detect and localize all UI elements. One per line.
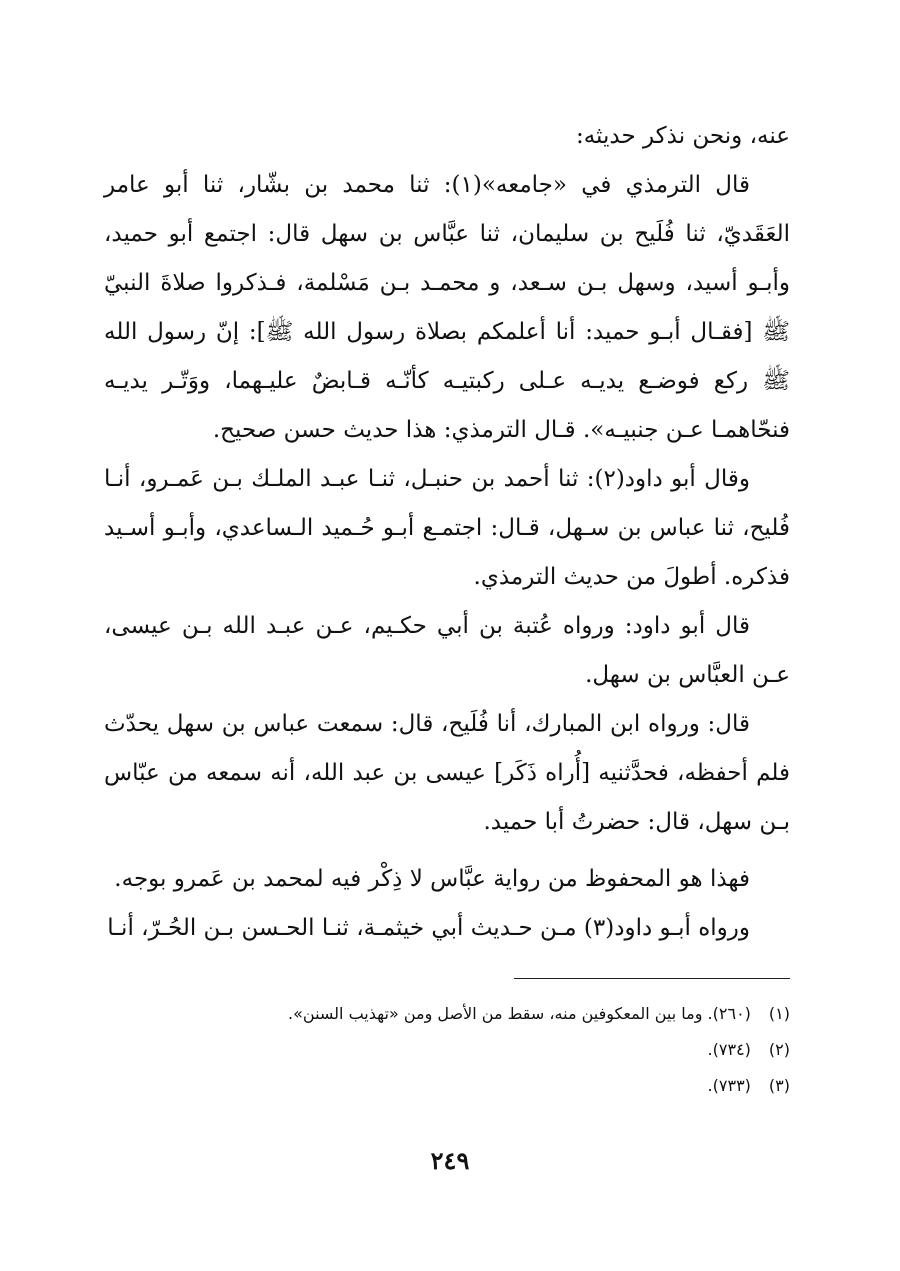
paragraph-utba: قال أبو داود: ورواه عُتبة بن أبي حكـيم، عـن عبـد الله بـن عيسى، عـن العبَّاس بن سهل.	[104, 613, 790, 688]
footnote-item	[104, 996, 790, 1032]
footnote-divider	[514, 978, 790, 979]
footnote-number: (٣)	[768, 1076, 790, 1095]
main-text	[104, 112, 790, 953]
footnote-text: (٧٣٣).	[707, 1076, 751, 1095]
paragraph-continuation: عنه، ونحن نذكر حديثه:	[575, 123, 790, 149]
footnote-number: (١)	[768, 1004, 790, 1023]
paragraph-mahfuz: فهذا هو المحفوظ من رواية عبَّاس لا ذِكْر فيه لمحمد بن عَمرو بوجه.	[114, 866, 750, 892]
footnote-item	[104, 1032, 790, 1068]
footnotes	[104, 996, 790, 1104]
footnote-number: (٢)	[768, 1040, 790, 1059]
paragraph-abu-dawud: وقال أبو داود(٢): ثنا أحمد بن حنبـل، ثنـا عبـد الملـك بـن عَمـرو، أنـا فُليح، ثنا عباس بن سـهل، قـال: اجتمـع أبـو حُـميد الـساعدي، وأبـو أسـيد فذكره. أطولَ من حديث الترمذي.	[104, 466, 790, 590]
page-number: ٢٤٩	[430, 1146, 470, 1175]
footnote-item	[104, 1068, 790, 1104]
paragraph-tirmidhi: قال الترمذي في «جامعه»(١): ثنا محمد بن بشّار، ثنا أبو عامر العَقَديّ، ثنا فُلَيح بن سليمان، ثنا عبَّاس بن سهل قال: اجتمع أبو حميد، وأبـو أسيد، وسهل بـن سـعد، و محمـد بـن مَسْلمة، فـذكروا صلاةَ النبيّ ﷺ [فقـال أبـو حميد: أنا أعلمكم بصلاة رسول الله ﷺ]: إنّ رسول الله ﷺ ركع فوضـع يديـه عـلى ركبتيـه كأنّـه قـابضٌ عليـهما، ووَتّـر يديـه فنحّاهمـا عـن جنبيـه». قـال الترمذي: هذا حديث حسن صحيح.	[104, 172, 790, 443]
paragraph-abu-khaythama: ورواه أبـو داود(٣) مـن حـديث أبي خيثمـة، ثنـا الحـسن بـن الحُـرّ، أنـا	[107, 915, 750, 941]
paragraph-ibn-mubarak: قال: ورواه ابن المبارك، أنا فُلَيح، قال: سمعت عباس بن سهل يحدّث فلم أحفظه، فحدَّثنيه [أُراه ذَكَر] عيسى بن عبد الله، أنه سمعه من عبّاس بـن سهل، قال: حضرتُ أبا حميد.	[104, 711, 790, 835]
footnote-text: (٢٦٠). وما بين المعكوفين منه، سقط من الأصل ومن «تهذيب السنن».	[288, 1004, 751, 1023]
footnote-text: (٧٣٤).	[707, 1040, 751, 1059]
